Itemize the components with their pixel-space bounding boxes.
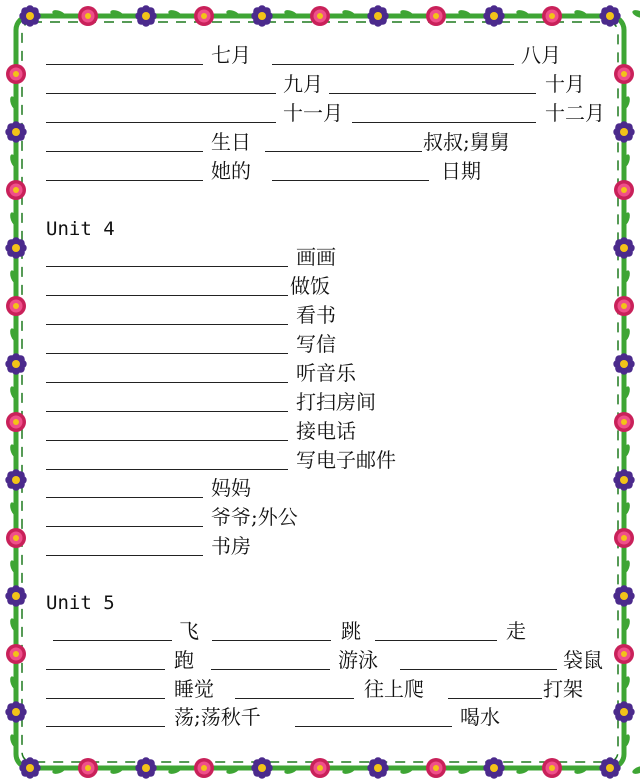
vocab-word: 书房 — [211, 534, 251, 558]
answer-blank[interactable] — [46, 669, 165, 670]
unit-5-heading: Unit 5 — [46, 592, 115, 614]
vocab-word: 看书 — [296, 303, 336, 327]
answer-blank[interactable] — [46, 93, 276, 94]
answer-blank[interactable] — [46, 353, 288, 354]
unit4-item — [0, 246, 640, 268]
vocab-word: 荡;荡秋千 — [174, 705, 261, 729]
vocab-word: 跑 — [174, 648, 194, 672]
answer-blank[interactable] — [46, 324, 288, 325]
answer-blank[interactable] — [46, 497, 203, 498]
vocab-word: 跳 — [341, 619, 361, 643]
unit4-item — [0, 333, 640, 355]
months-row-5 — [0, 160, 640, 182]
vocab-word: 日期 — [441, 159, 481, 183]
answer-blank[interactable] — [46, 698, 165, 699]
answer-blank[interactable] — [235, 698, 354, 699]
answer-blank[interactable] — [46, 411, 288, 412]
answer-blank[interactable] — [46, 726, 165, 727]
vocab-word: 画画 — [296, 245, 336, 269]
answer-blank[interactable] — [46, 440, 288, 441]
unit4-item — [0, 304, 640, 326]
months-row-3 — [0, 102, 640, 124]
unit4-item — [0, 420, 640, 442]
answer-blank[interactable] — [400, 669, 557, 670]
unit4-item — [0, 362, 640, 384]
answer-blank[interactable] — [375, 640, 497, 641]
answer-blank[interactable] — [265, 151, 422, 152]
vocab-word: 接电话 — [296, 419, 356, 443]
vocab-word: 十月 — [545, 72, 585, 96]
vocab-word: 听音乐 — [296, 361, 356, 385]
answer-blank[interactable] — [46, 180, 203, 181]
vocab-word: 睡觉 — [174, 677, 214, 701]
vocab-word: 打扫房间 — [296, 390, 376, 414]
months-row-4 — [0, 131, 640, 153]
answer-blank[interactable] — [46, 64, 203, 65]
unit5-row-2 — [0, 649, 640, 671]
vocab-word: 做饭 — [290, 274, 330, 298]
answer-blank[interactable] — [272, 180, 429, 181]
unit4-short-item — [0, 535, 640, 557]
unit4-short-item — [0, 477, 640, 499]
unit5-row-3 — [0, 678, 640, 700]
vocab-word: 十一月 — [283, 101, 343, 125]
vocab-word: 十二月 — [545, 101, 605, 125]
answer-blank[interactable] — [272, 64, 514, 65]
answer-blank[interactable] — [53, 640, 172, 641]
vocab-word: 九月 — [283, 72, 323, 96]
unit4-short-item — [0, 506, 640, 528]
answer-blank[interactable] — [46, 122, 276, 123]
vocab-word: 往上爬 — [364, 677, 424, 701]
vocab-word: 七月 — [211, 43, 251, 67]
unit4-item — [0, 449, 640, 471]
unit5-row-4 — [0, 706, 640, 728]
vocab-word: 游泳 — [338, 648, 378, 672]
answer-blank[interactable] — [46, 295, 288, 296]
vocab-word: 叔叔;舅舅 — [423, 130, 510, 154]
answer-blank[interactable] — [46, 382, 288, 383]
vocab-word: 写信 — [296, 332, 336, 356]
vocab-word: 喝水 — [460, 705, 500, 729]
months-row-1 — [0, 44, 640, 66]
answer-blank[interactable] — [211, 669, 330, 670]
answer-blank[interactable] — [46, 151, 203, 152]
vocab-word: 打架 — [543, 677, 583, 701]
months-row-2 — [0, 73, 640, 95]
vocab-word: 走 — [506, 619, 526, 643]
answer-blank[interactable] — [46, 526, 203, 527]
answer-blank[interactable] — [448, 698, 542, 699]
unit4-item — [0, 391, 640, 413]
answer-blank[interactable] — [295, 726, 452, 727]
answer-blank[interactable] — [212, 640, 331, 641]
unit-4-heading: Unit 4 — [46, 218, 115, 240]
vocab-word: 飞 — [179, 619, 199, 643]
vocab-word: 妈妈 — [211, 476, 251, 500]
answer-blank[interactable] — [329, 93, 536, 94]
vocab-word: 爷爷;外公 — [211, 505, 298, 529]
vocab-word: 写电子邮件 — [296, 448, 396, 472]
unit5-row-1 — [0, 620, 640, 642]
vocab-word: 袋鼠 — [563, 648, 603, 672]
vocab-word: 八月 — [521, 43, 561, 67]
answer-blank[interactable] — [352, 122, 536, 123]
answer-blank[interactable] — [46, 469, 288, 470]
answer-blank[interactable] — [46, 266, 288, 267]
unit4-item — [0, 275, 640, 297]
vocab-word: 生日 — [211, 130, 251, 154]
answer-blank[interactable] — [46, 555, 203, 556]
vocab-word: 她的 — [211, 159, 251, 183]
